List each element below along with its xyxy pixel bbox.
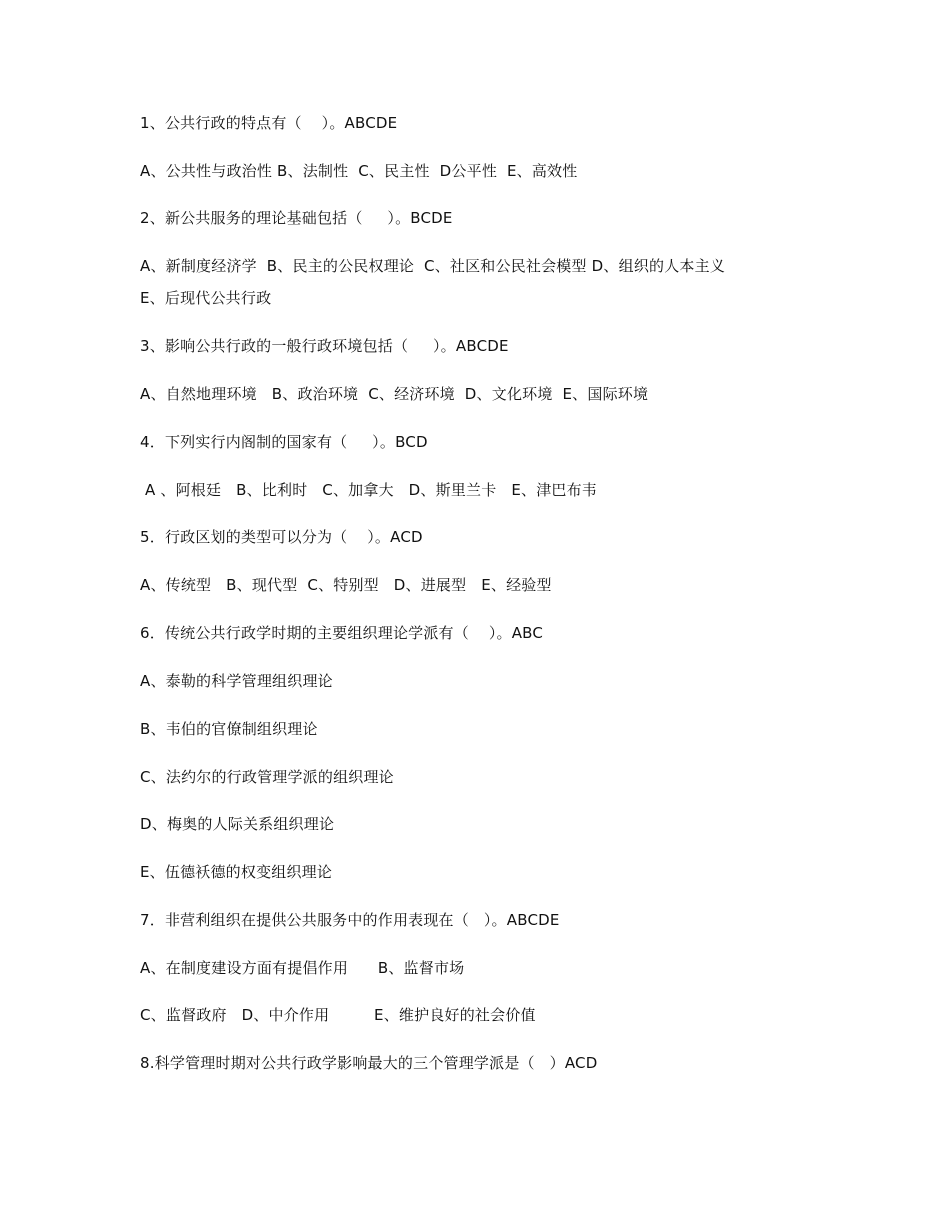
question-4: 4．下列实行内阁制的国家有（ ）。BCD xyxy=(140,433,428,451)
question-3-options: A、自然地理环境 B、政治环境 C、经济环境 D、文化环境 E、国际环境 xyxy=(140,385,649,403)
question-2: 2、新公共服务的理论基础包括（ ）。BCDE xyxy=(140,209,453,227)
question-6-option-d: D、梅奥的人际关系组织理论 xyxy=(140,815,335,833)
question-5: 5．行政区划的类型可以分为（ ）。ACD xyxy=(140,528,423,546)
question-6: 6．传统公共行政学时期的主要组织理论学派有（ ）。ABC xyxy=(140,624,544,642)
question-2-options-cont: E、后现代公共行政 xyxy=(140,289,272,307)
question-1-options: A、公共性与政治性 B、法制性 C、民主性 D公平性 E、高效性 xyxy=(140,162,578,180)
question-7: 7．非营利组织在提供公共服务中的作用表现在（ ）。ABCDE xyxy=(140,911,560,929)
question-6-option-c: C、法约尔的行政管理学派的组织理论 xyxy=(140,768,394,786)
question-6-option-a: A、泰勒的科学管理组织理论 xyxy=(140,672,333,690)
question-7-options-2: C、监督政府 D、中介作用 E、维护良好的社会价值 xyxy=(140,1006,536,1024)
question-3: 3、影响公共行政的一般行政环境包括（ ）。ABCDE xyxy=(140,337,509,355)
question-6-option-e: E、伍德袄德的权变组织理论 xyxy=(140,863,333,881)
question-2-options: A、新制度经济学 B、民主的公民权理论 C、社区和公民社会模型 D、组织的人本主义 xyxy=(140,257,726,275)
question-1: 1、公共行政的特点有（ ）。ABCDE xyxy=(140,114,398,132)
question-6-option-b: B、韦伯的官僚制组织理论 xyxy=(140,720,318,738)
question-7-options-1: A、在制度建设方面有提倡作用 B、监督市场 xyxy=(140,959,465,977)
question-4-options: A 、阿根廷 B、比利时 C、加拿大 D、斯里兰卡 E、津巴布韦 xyxy=(140,481,598,499)
question-8: 8.科学管理时期对公共行政学影响最大的三个管理学派是（ ）ACD xyxy=(140,1054,598,1072)
question-5-options: A、传统型 B、现代型 C、特别型 D、进展型 E、经验型 xyxy=(140,576,552,594)
